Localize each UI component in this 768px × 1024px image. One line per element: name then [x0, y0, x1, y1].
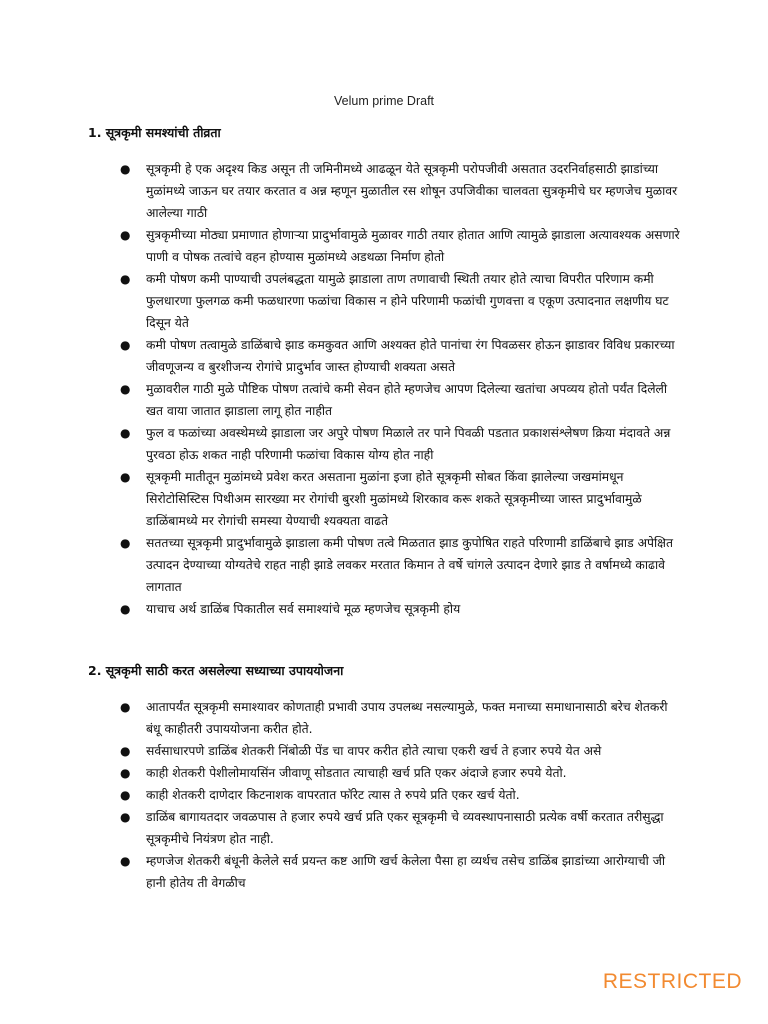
bullet-icon: ●	[120, 700, 131, 714]
bullet-icon: ●	[120, 470, 131, 484]
list-item-text: आतापर्यंत सूत्रकृमी समाश्यावर कोणताही प्रभावी उपाय उपलब्ध नसल्यामुळे, फक्त मनाच्या समाधानासाठी बरेच शेतकरी बंधू काहीतरी उपाययोजना करीत होते.	[146, 700, 668, 736]
bullet-list-nematode-severity	[120, 158, 680, 620]
list-item	[120, 422, 680, 466]
section-heading-nematode-severity: 1. सूत्रकृमी समश्यांची तीव्रता	[88, 125, 221, 140]
bullet-icon: ●	[120, 426, 131, 440]
bullet-icon: ●	[120, 228, 131, 242]
list-item	[120, 158, 680, 224]
list-item	[120, 532, 680, 598]
list-item	[120, 378, 680, 422]
list-item	[120, 740, 680, 762]
list-item	[120, 806, 680, 850]
bullet-icon: ●	[120, 162, 131, 176]
bullet-icon: ●	[120, 744, 131, 758]
list-item-text: कमी पोषण कमी पाण्याची उपलंबद्धता यामुळे झाडाला ताण तणावाची स्थिती तयार होते त्याचा विपरीत परिणाम कमी फुलधारणा फुलगळ कमी फळधारणा फळांचा विकास न होने परिणामी फळांची गुणवत्ता व एकूण उत्पादनात लक्षणीय घट दिसून येते	[146, 272, 669, 330]
bullet-list-current-measures	[120, 696, 680, 894]
list-item-text: सूत्रकृमी हे एक अदृश्य किड असून ती जमिनीमध्ये आढळून येते सूत्रकृमी परोपजीवी असतात उदरनिर्वाहसाठी झाडांच्या मुळांमध्ये जाऊन घर तयार करतात व अन्न म्हणून मुळातील रस शोषून उपजिवीका चालवता सुत्रकृमीचे घर म्हणजेच मुळावर आलेल्या गाठी	[146, 162, 678, 220]
bullet-icon: ●	[120, 536, 131, 550]
list-item-text: फुल व फळांच्या अवस्थेमध्ये झाडाला जर अपुरे पोषण मिळाले तर पाने पिवळी पडतात प्रकाशसंश्लेषण क्रिया मंदावते अन्न पुरवठा होऊ शकत नाही परिणामी फळांचा विकास योग्य होत नाही	[146, 426, 671, 462]
list-item-text: मुळावरील गाठी मुळे पौष्टिक पोषण तत्वांचे कमी सेवन होते म्हणजेच आपण दिलेल्या खतांचा अपव्यय होतो पर्यंत दिलेली खत वाया जातात झाडाला लागू होत नाहीत	[146, 382, 668, 418]
bullet-icon: ●	[120, 382, 131, 396]
bullet-icon: ●	[120, 810, 131, 824]
section-heading-current-measures: 2. सूत्रकृमी साठी करत असलेल्या सध्याच्या उपाययोजना	[88, 663, 344, 678]
list-item	[120, 268, 680, 334]
list-item	[120, 762, 680, 784]
bullet-icon: ●	[120, 766, 131, 780]
list-item-text: म्हणजेज शेतकरी बंधूनी केलेले सर्व प्रयन्त कष्ट आणि खर्च केलेला पैसा हा व्यर्थच तसेच डाळिंब झाडांच्या आरोग्याची जी हानी होतेय ती वेगळीच	[146, 854, 666, 890]
list-item-text: डाळिंब बागायतदार जवळपास ते हजार रुपये खर्च प्रति एकर सूत्रकृमी चे व्यवस्थापनासाठी प्रत्येक वर्षी करतात तरीसुद्धा सूत्रकृमीचे नियंत्रण होत नाही.	[146, 810, 664, 846]
list-item-text: सुत्रकृमीच्या मोठ्या प्रमाणात होणाऱ्या प्रादुर्भावामुळे मुळावर गाठी तयार होतात आणि त्यामुळे झाडाला अत्यावश्यक असणारे पाणी व पोषक तत्वांचे वहन होण्यास मुळांमध्ये अडथळा निर्माण होतो	[146, 228, 680, 264]
bullet-icon: ●	[120, 338, 131, 352]
bullet-icon: ●	[120, 788, 131, 802]
list-item	[120, 224, 680, 268]
list-item	[120, 598, 680, 620]
list-item-text: याचाच अर्थ डाळिंब पिकातील सर्व समाश्यांचे मूळ म्हणजेच सूत्रकृमी होय	[146, 602, 461, 616]
bullet-icon: ●	[120, 854, 131, 868]
bullet-icon: ●	[120, 602, 131, 616]
list-item-text: सूत्रकृमी मातीतून मुळांमध्ये प्रवेश करत असताना मुळांना इजा होते सूत्रकृमी सोबत किंवा झालेल्या जखमांमधून सिरोटोसिस्टिस पिथीअम सारख्या मर रोगांची बुरशी मुळांमध्ये शिरकाव करू शकते सूत्रकृमीच्या जास्त प्रादुर्भावामुळे डाळिंबामध्ये मर रोगांची समस्या येण्याची श्यक्यता वाढते	[146, 470, 642, 528]
list-item	[120, 696, 680, 740]
list-item-text: काही शेतकरी पेशीलोमायसिंन जीवाणू सोडतात त्याचाही खर्च प्रति एकर अंदाजे हजार रुपये येतो.	[146, 766, 567, 780]
list-item-text: सततच्या सूत्रकृमी प्रादुर्भावामुळे झाडाला कमी पोषण तत्वे मिळतात झाड कुपोषित राहते परिणामी डाळिंबाचे झाड अपेक्षित उत्पादन देण्याच्या योग्यतेचे राहत नाही झाडे लवकर मरतात किमान ते वर्षे चांगले उत्पादन देणारे झाड ते वर्षामध्ये काढावे लागतात	[146, 536, 673, 594]
list-item	[120, 466, 680, 532]
list-item	[120, 334, 680, 378]
list-item-text: सर्वसाधारपणे डाळिंब शेतकरी निंबोळी पेंड चा वापर करीत होते त्याचा एकरी खर्च ते हजार रुपये येत असे	[146, 744, 602, 758]
list-item-text: काही शेतकरी दाणेदार किटनाशक वापरतात फॉरेट त्यास ते रुपये प्रति एकर खर्च येतो.	[146, 788, 520, 802]
list-item-text: कमी पोषण तत्वामुळे डाळिंबाचे झाड कमकुवत आणि अश्यक्त होते पानांचा रंग पिवळसर होऊन झाडावर विविध प्रकारच्या जीवणूजन्य व बुरशीजन्य रोगांचे प्रादुर्भाव जास्त होण्याची शक्यता असते	[146, 338, 675, 374]
list-item	[120, 850, 680, 894]
restricted-watermark: RESTRICTED	[602, 970, 742, 993]
bullet-icon: ●	[120, 272, 131, 286]
list-item	[120, 784, 680, 806]
document-title: Velum prime Draft	[333, 94, 435, 108]
